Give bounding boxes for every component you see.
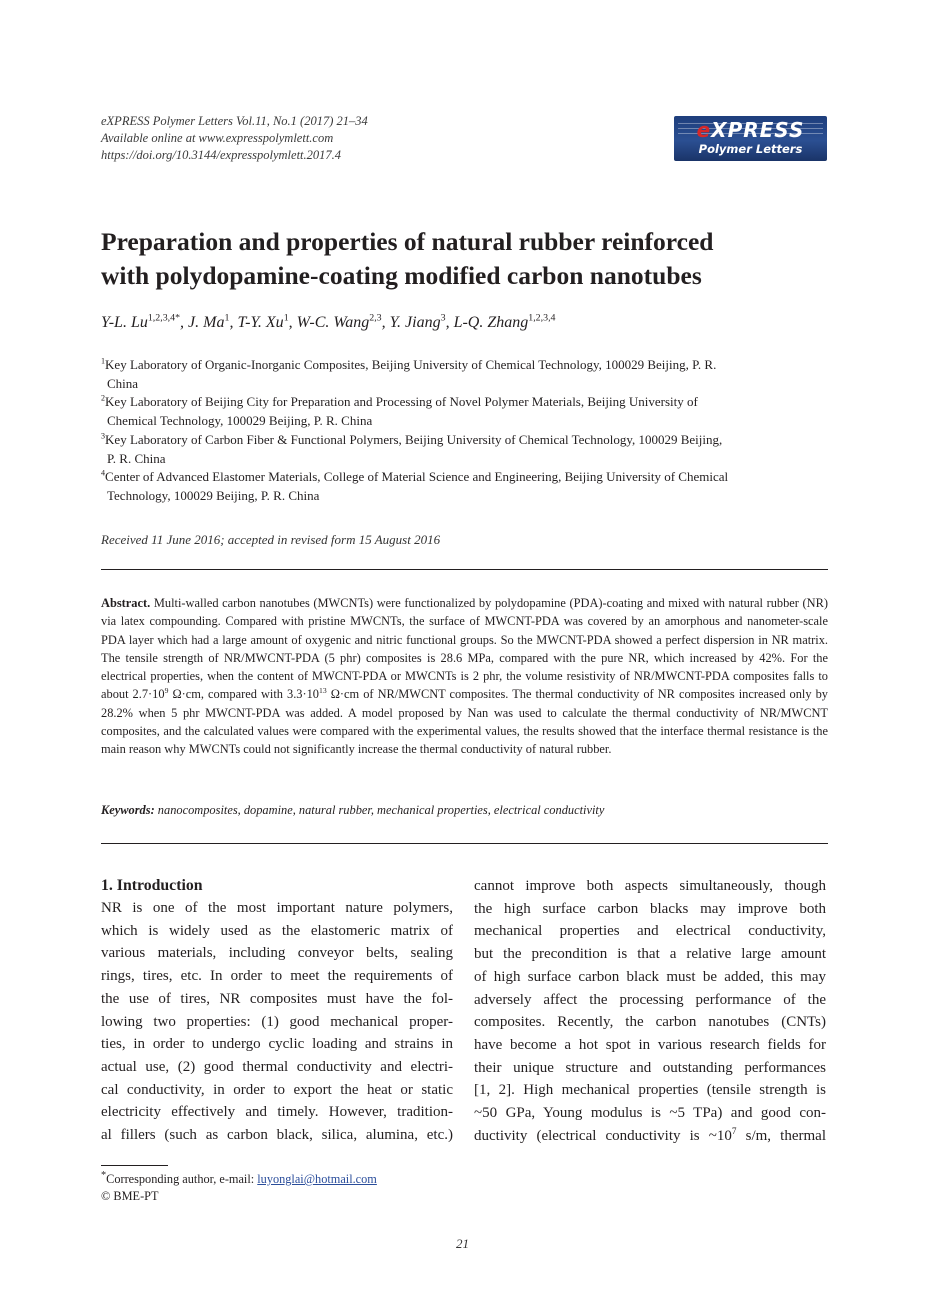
journal-citation: eXPRESS Polymer Letters Vol.11, No.1 (2017) 21–34 — [101, 114, 368, 128]
author: T-Y. Xu — [237, 314, 284, 331]
express-polymer-letters-logo — [674, 116, 827, 161]
intro-column-left — [101, 897, 453, 1147]
text-line: the high surface carbon blacks may improve both — [474, 900, 826, 917]
text-line: NR is one of the most important nature polymers, — [101, 900, 453, 916]
text-line: the use of tires, NR composites must have the fol- — [101, 990, 453, 1007]
text-line: [1, 2]. High mechanical properties (tensile strength is — [474, 1082, 826, 1099]
affiliation: $^1$Key Laboratory of Organic-Inorganic Composites, Beijing University of Chemical Technology, 100029 Beijing, P. R. China — [101, 356, 717, 391]
copyright-note: © BME-PT — [101, 1189, 159, 1204]
text-line: actual use, (2) good thermal conductivity and electri- — [101, 1058, 453, 1075]
section-heading: 1. Introduction — [101, 877, 203, 894]
text-line: mechanical properties and electrical conductivity, — [474, 923, 826, 940]
author-list: Y-L. $Lu^{1,2,3,4*}$, J. Ma$^1$, T-Y. Xu$^1$, W-C. Wang$^{2,3}$, Y. Jiang$^3$, L-Q. Zhang$^{1,2,3,4}$ — [101, 312, 556, 331]
text-line: lowing two properties: (1) good mechanical proper- — [101, 1013, 453, 1030]
journal-info — [101, 113, 521, 164]
text-line: ~50 GPa, Young modulus is ~5 TPa) and good con- — [474, 1105, 826, 1122]
affiliation: $^3$Key Laboratory of Carbon Fiber & Functional Polymers, Beijing University of Chemical Technology, 100029 Beijing, P. R. China — [101, 431, 723, 466]
text-line: which is widely used as the elastomeric matrix of — [101, 922, 453, 939]
footnote — [101, 1167, 601, 1205]
logo-wordmark: eXPRESS — [696, 118, 805, 142]
text-line: ductivity (electrical conductivity is $\sim 10^7$ s/m, thermal — [474, 1126, 826, 1144]
affiliation: $^2$Key Laboratory of Beijing City for Preparation and Processing of Novel Polymer Materials, Beijing University of Chemical Technology, 100029 Beijing, P. R. China — [101, 394, 698, 429]
author: L-Q. Zhang — [453, 314, 529, 331]
intro-column-right — [474, 875, 826, 1147]
text-line: have become a hot spot in various research fields for — [474, 1036, 826, 1053]
title-line-2: with polydopamine-coating modified carbon nanotubes — [101, 261, 702, 290]
text-line: their unique structure and outstanding performances — [474, 1059, 826, 1076]
affiliations — [101, 356, 829, 506]
title-line-1: Preparation and properties of natural rubber reinforced — [101, 227, 714, 256]
author: Y-L. Lu — [101, 314, 148, 331]
footnote-divider — [101, 1165, 168, 1166]
keywords-value: nanocomposites, dopamine, natural rubber, mechanical properties, electrical conductivity — [154, 803, 605, 817]
received-dates: Received 11 June 2016; accepted in revised form 15 August 2016 — [101, 532, 441, 547]
author: Y. Jiang — [389, 314, 441, 331]
divider — [101, 843, 828, 844]
journal-website: Available online at www.expresspolymlett.com — [101, 131, 334, 145]
abstract: Abstract. Multi-walled carbon nanotubes (MWCNTs) were functionalized by polydopamine (PDA)-coating and mixed with natural rubber (NR) via latex compounding. Compared with pristine MWCNTs, the surface of MWCNT-PDA was covered by an amorphous and nanometer-scale PDA layer which had a large amount of oxygenic and nitric functional groups. So the MWCNT-PDA showed a perfect dispersion in NR matrix. The tensile strength of NR/MWCNT-PDA (5 phr) composites is 28.6 MPa, compared with the pure NR, which increased by 42%. For the electrical properties, when the content of MWCNT-PDA or MWCNTs is 2 phr, the volume resistivity of NR/MWCNT-PDA composites falls to about $2.7\cdot 10^9$ Ω·cm, compared with $3.3\cdot 10^{13}$ Ω·cm of NR/MWCNT composites. The thermal conductivity of NR composites increased only by 28.2% when 5 phr MWCNT-PDA was added. A model proposed by Nan was used to calculate the thermal conductivity of NR/MWCNT composites, and the calculated values were compared with the experimental values, the results showed that the interface thermal resistance is the main reason why MWCNTs could not significantly increase the thermal conductivity of natural rubber. — [101, 596, 828, 757]
author: J. Ma — [188, 314, 225, 331]
abstract-label: Abstract. — [101, 596, 151, 610]
keywords-label: Keywords: — [101, 803, 155, 817]
keywords — [101, 801, 828, 819]
author-email-link[interactable]: luyonglai@hotmail.com — [257, 1172, 377, 1187]
text-line: composites. Recently, the carbon nanotubes (CNTs) — [474, 1014, 826, 1031]
logo-subtitle: Polymer Letters — [698, 142, 803, 156]
text-line: of high surface carbon black must be added, this may — [474, 968, 826, 985]
text-line: various materials, including conveyor belts, sealing — [101, 945, 453, 962]
text-line: cal conductivity, in order to export the heat or static — [101, 1081, 453, 1098]
author: W-C. Wang — [296, 314, 370, 331]
page-number: 21 — [456, 1236, 469, 1251]
text-line: adversely affect the processing performance of the — [474, 991, 826, 1008]
divider — [101, 569, 828, 570]
paper-title — [101, 225, 841, 293]
journal-doi: https://doi.org/10.3144/expresspolymlett.2017.4 — [101, 148, 342, 162]
text-line: al fillers (such as carbon black, silica, alumina, etc.) — [101, 1127, 453, 1144]
text-line: rings, tires, etc. In order to meet the requirements of — [101, 968, 453, 985]
affiliation: $^4$Center of Advanced Elastomer Materials, College of Material Science and Engineering, Beijing University of Chemical Technology, 100029 Beijing, P. R. China — [101, 468, 729, 503]
text-line: ties, in order to undergo cyclic loading and strains in — [101, 1036, 453, 1053]
corresponding-author-note: *Corresponding author, e-mail: luyonglai@hotmail.com — [101, 1170, 377, 1187]
text-line: cannot improve both aspects simultaneously, though — [474, 878, 826, 894]
text-line: electricity effectively and timely. However, tradition- — [101, 1104, 453, 1121]
text-line: but the precondition is that a relative large amount — [474, 946, 826, 963]
